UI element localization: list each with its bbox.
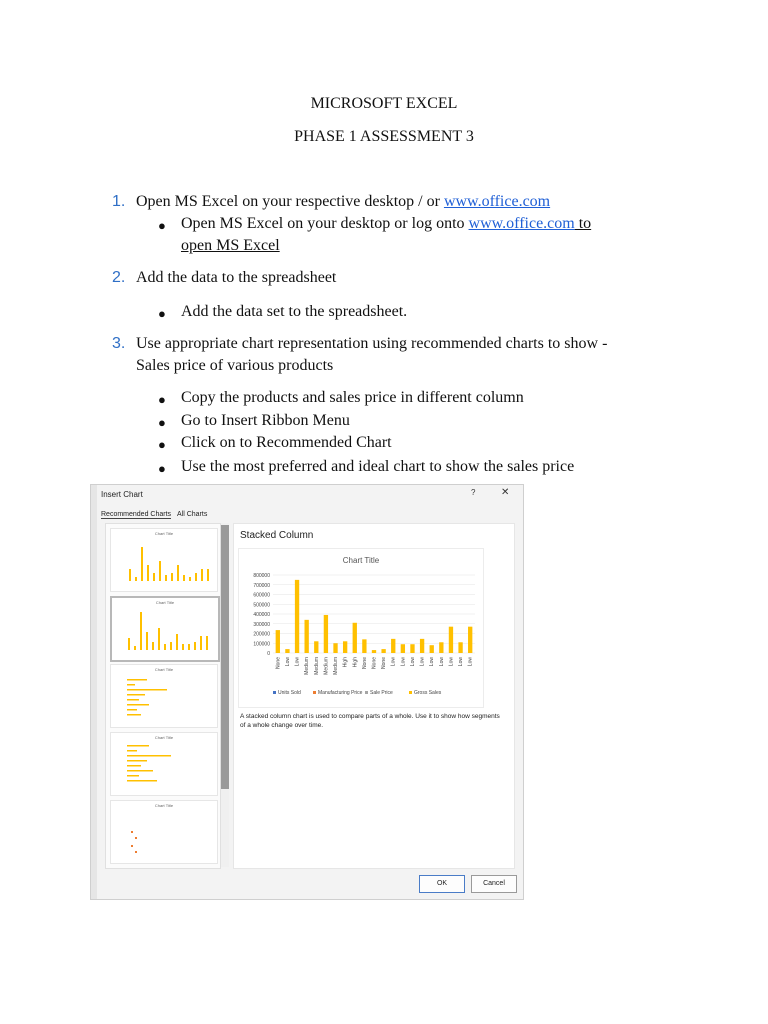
chart-thumbnail-selected[interactable]: Chart Title	[110, 596, 220, 662]
step-1-text-before: Open MS Excel on your respective desktop / or	[136, 193, 444, 210]
y-tick-label: 500000	[253, 602, 270, 609]
chart-thumbnail[interactable]: Chart Title	[110, 664, 218, 728]
step-3-bullet-2: Go to Insert Ribbon Menu	[181, 412, 350, 429]
office-link-2[interactable]: www.office.com	[468, 215, 575, 232]
chart-preview	[238, 548, 484, 708]
chart-type-name: Stacked Column	[240, 530, 314, 541]
x-tick-label: Low	[429, 657, 436, 667]
step-3-text-line-2: Sales price of various products	[136, 357, 334, 374]
bar	[449, 627, 453, 653]
bar	[276, 630, 280, 653]
bar	[314, 641, 318, 653]
y-tick-label: 600000	[253, 592, 270, 599]
thumbnail-mini-chart	[111, 801, 217, 863]
x-tick-label: Medium	[333, 657, 340, 675]
dialog-tabs	[101, 511, 211, 519]
bar	[430, 645, 434, 653]
x-tick-label: Low	[458, 657, 465, 667]
bullet-icon: ●	[158, 218, 166, 233]
step-3-bullet-3: Click on to Recommended Chart	[181, 434, 392, 451]
chart-thumbnail[interactable]: Chart Title	[110, 732, 218, 796]
bullet-icon: ●	[158, 415, 166, 430]
step-2-bullet-1: Add the data set to the spreadsheet.	[181, 303, 408, 320]
step-2-number: 2.	[112, 269, 126, 286]
bullet-icon: ●	[158, 461, 166, 476]
x-tick-label: Low	[409, 657, 416, 667]
chart-thumbnail-list	[105, 523, 221, 869]
step-2-text: Add the data to the spreadsheet	[136, 269, 337, 286]
thumbnail-scrollbar-thumb[interactable]	[221, 525, 229, 789]
office-link[interactable]: www.office.com	[443, 193, 551, 210]
x-tick-label: Low	[448, 657, 455, 667]
bar	[343, 641, 347, 653]
x-tick-label: Medium	[323, 657, 330, 675]
bar	[439, 642, 443, 653]
x-tick-label: None	[371, 657, 378, 669]
bar	[401, 644, 405, 653]
step-3-text-line-1: Use appropriate chart representation using recommended charts to show -	[136, 335, 608, 352]
chart-thumbnail[interactable]: Chart Title	[110, 800, 218, 864]
x-tick-label: Medium	[304, 657, 311, 675]
bullet-icon: ●	[158, 306, 166, 321]
legend-swatch	[273, 691, 276, 694]
chart-thumbnail[interactable]: Chart Title	[110, 528, 218, 592]
y-tick-label: 800000	[253, 573, 270, 579]
x-tick-label: Low	[284, 657, 291, 667]
close-icon[interactable]: ✕	[501, 487, 510, 498]
y-tick-label: 400000	[253, 612, 270, 618]
legend-swatch	[365, 691, 368, 694]
legend-label: Gross Sales	[414, 690, 442, 696]
y-tick-label: 200000	[253, 631, 270, 638]
x-tick-label: None	[381, 657, 388, 669]
bar	[458, 642, 462, 653]
x-tick-label: Low	[419, 657, 426, 667]
bar	[295, 580, 299, 653]
x-tick-label: None	[275, 657, 282, 669]
bar	[362, 639, 366, 653]
step-1-bullet-1-continuation: open MS Excel	[181, 237, 280, 254]
chart-description: A stacked column chart is used to compare parts of a whole. Use it to show how segments of a whole change over time.	[240, 713, 500, 729]
step-1-bullet-1: Open MS Excel on your desktop or log onto www.office.com to	[181, 215, 592, 232]
bar	[391, 639, 395, 653]
y-tick-label: 700000	[253, 582, 270, 589]
tab-recommended-charts[interactable]: Recommended Charts	[101, 511, 172, 518]
x-tick-label: Medium	[313, 657, 320, 675]
step-3-number: 3.	[112, 335, 126, 352]
bar	[410, 644, 414, 653]
step-3-bullet-1: Copy the products and sales price in different column	[181, 389, 524, 406]
document-subtitle: PHASE 1 ASSESSMENT 3	[294, 128, 474, 145]
legend-swatch	[313, 691, 316, 694]
bullet-icon: ●	[158, 437, 166, 452]
x-tick-label: Low	[294, 657, 301, 667]
step-1-text	[136, 193, 550, 211]
ok-button[interactable]: OK	[419, 875, 465, 893]
x-tick-label: High	[352, 657, 359, 668]
bar	[305, 620, 309, 653]
thumbnail-mini-chart	[112, 598, 218, 660]
x-tick-label: Low	[467, 657, 474, 667]
bar	[381, 649, 385, 653]
y-tick-label: 300000	[253, 621, 270, 628]
bar	[468, 627, 472, 653]
screenshot-edge	[91, 485, 97, 899]
dialog-title: Insert Chart	[101, 490, 143, 499]
cancel-button[interactable]: Cancel	[471, 875, 517, 893]
y-tick-label: 0	[267, 651, 270, 657]
legend-label: Manufacturing Price	[318, 690, 363, 696]
bar	[333, 643, 337, 653]
step-1-number: 1.	[112, 193, 126, 210]
help-icon[interactable]: ?	[471, 488, 476, 497]
bar	[372, 650, 376, 653]
insert-chart-screenshot	[90, 484, 524, 900]
bar	[324, 615, 328, 653]
legend-label: Units Sold	[278, 690, 301, 696]
x-tick-label: Low	[438, 657, 445, 667]
x-tick-label: Low	[400, 657, 407, 667]
legend-swatch	[409, 691, 412, 694]
thumbnail-mini-chart	[111, 733, 217, 795]
chart-title: Chart Title	[342, 556, 380, 565]
document-title: MICROSOFT EXCEL	[310, 95, 458, 112]
bar	[420, 639, 424, 653]
bar	[285, 649, 289, 653]
bar	[353, 623, 357, 653]
x-tick-label: None	[361, 657, 368, 669]
bullet-icon: ●	[158, 392, 166, 407]
tab-all-charts[interactable]: All Charts	[176, 511, 208, 518]
thumbnail-mini-chart	[111, 529, 217, 591]
step-3-bullet-4: Use the most preferred and ideal chart to show the sales price	[181, 458, 575, 475]
legend-label: Sale Price	[370, 690, 393, 696]
y-tick-label: 100000	[253, 641, 270, 648]
chart-preview-pane	[233, 523, 515, 869]
stacked-column-chart	[239, 549, 483, 707]
x-tick-label: High	[342, 657, 349, 668]
thumbnail-mini-chart	[111, 665, 217, 727]
x-tick-label: Low	[390, 657, 397, 667]
